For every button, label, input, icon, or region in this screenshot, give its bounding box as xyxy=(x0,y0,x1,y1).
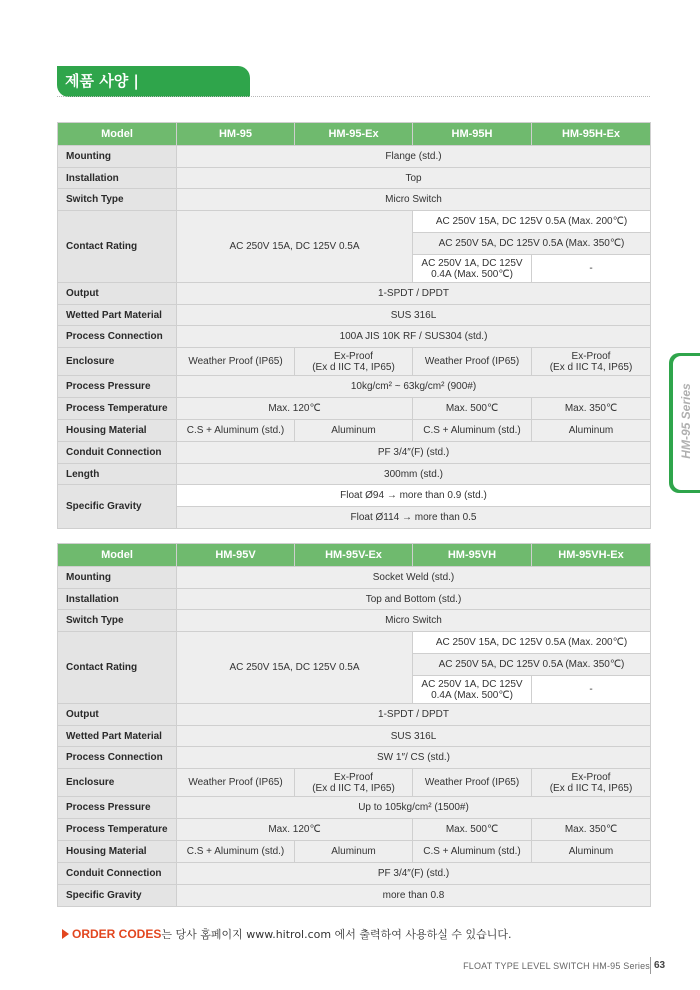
row-label-conduit: Conduit Connection xyxy=(58,442,177,464)
cell-enclosure-4 xyxy=(532,769,651,797)
enclosure-4-line-1: Ex-Proof xyxy=(571,771,611,783)
header-divider xyxy=(57,96,650,97)
header-col-4: HM-95VH-Ex xyxy=(532,544,651,567)
cell-length: 300mm (std.) xyxy=(177,464,651,485)
cell-process-pressure: 10kg/cm² ~ 63kg/cm² (900#) xyxy=(177,376,651,398)
contact-rating-500-line-1: AC 250V 1A, DC 125V xyxy=(421,257,523,269)
row-label-installation: Installation xyxy=(58,589,177,610)
row-label-wetted: Wetted Part Material xyxy=(58,305,177,326)
row-label-process-pressure: Process Pressure xyxy=(58,376,177,398)
cell-temperature-120: Max. 120℃ xyxy=(177,819,413,841)
cell-temperature-120: Max. 120℃ xyxy=(177,398,413,420)
cell-housing-4: Aluminum xyxy=(532,420,651,442)
cell-contact-rating-200: AC 250V 15A, DC 125V 0.5A (Max. 200℃) xyxy=(413,632,651,654)
enclosure-2-line-1: Ex-Proof xyxy=(334,771,373,783)
row-label-output: Output xyxy=(58,283,177,305)
row-label-switch-type: Switch Type xyxy=(58,610,177,632)
row-label-specific-gravity: Specific Gravity xyxy=(58,485,177,529)
header-col-3: HM-95H xyxy=(413,123,532,146)
cell-installation: Top and Bottom (std.) xyxy=(177,589,651,610)
cell-conduit: PF 3/4″(F) (std.) xyxy=(177,863,651,885)
row-label-process-connection: Process Connection xyxy=(58,326,177,348)
cell-enclosure-2 xyxy=(295,769,413,797)
cell-output: 1-SPDT / DPDT xyxy=(177,283,651,305)
cell-temperature-350: Max. 350℃ xyxy=(532,398,651,420)
cell-contact-rating-500 xyxy=(413,676,532,704)
cell-housing-1: C.S + Aluminum (std.) xyxy=(177,420,295,442)
cell-enclosure-1: Weather Proof (IP65) xyxy=(177,769,295,797)
cell-output: 1-SPDT / DPDT xyxy=(177,704,651,726)
row-label-mounting: Mounting xyxy=(58,146,177,168)
cell-process-connection: SW 1″/ CS (std.) xyxy=(177,747,651,769)
page-number: 63 xyxy=(654,960,666,971)
cell-contact-rating-main: AC 250V 15A, DC 125V 0.5A xyxy=(177,211,413,283)
cell-enclosure-2 xyxy=(295,348,413,376)
enclosure-4-line-2: (Ex d IIC T4, IP65) xyxy=(549,782,633,794)
cell-process-connection: 100A JIS 10K RF / SUS304 (std.) xyxy=(177,326,651,348)
cell-specific-gravity-94: Float Ø94 → more than 0.9 (std.) xyxy=(177,485,651,507)
row-label-installation: Installation xyxy=(58,168,177,189)
cell-specific-gravity: more than 0.8 xyxy=(177,885,651,907)
header-col-4: HM-95H-Ex xyxy=(532,123,651,146)
cell-switch-type: Micro Switch xyxy=(177,189,651,211)
row-label-contact-rating: Contact Rating xyxy=(58,211,177,283)
order-codes-label: ORDER CODES xyxy=(72,927,162,941)
cell-housing-2: Aluminum xyxy=(295,420,413,442)
cell-conduit: PF 3/4″(F) (std.) xyxy=(177,442,651,464)
cell-wetted: SUS 316L xyxy=(177,726,651,747)
header-model: Model xyxy=(58,123,177,146)
cell-temperature-350: Max. 350℃ xyxy=(532,819,651,841)
row-label-enclosure: Enclosure xyxy=(58,769,177,797)
row-label-switch-type: Switch Type xyxy=(58,189,177,211)
cell-contact-rating-main: AC 250V 15A, DC 125V 0.5A xyxy=(177,632,413,704)
cell-wetted: SUS 316L xyxy=(177,305,651,326)
cell-enclosure-1: Weather Proof (IP65) xyxy=(177,348,295,376)
row-label-conduit: Conduit Connection xyxy=(58,863,177,885)
header-col-1: HM-95V xyxy=(177,544,295,567)
contact-rating-500-line-1: AC 250V 1A, DC 125V xyxy=(421,678,523,690)
section-title: 제품 사양 | Specification xyxy=(57,66,250,97)
cell-switch-type: Micro Switch xyxy=(177,610,651,632)
cell-housing-3: C.S + Aluminum (std.) xyxy=(413,841,532,863)
enclosure-2-line-2: (Ex d IIC T4, IP65) xyxy=(312,782,395,794)
cell-housing-3: C.S + Aluminum (std.) xyxy=(413,420,532,442)
cell-process-pressure: Up to 105kg/cm² (1500#) xyxy=(177,797,651,819)
cell-installation: Top xyxy=(177,168,651,189)
row-label-mounting: Mounting xyxy=(58,567,177,589)
row-label-length: Length xyxy=(58,464,177,485)
row-label-contact-rating: Contact Rating xyxy=(58,632,177,704)
triangle-arrow-icon xyxy=(62,929,69,939)
order-codes-text: 는 당사 홈페이지 www.hitrol.com 에서 출력하여 사용하실 수 있습니다. xyxy=(161,928,512,941)
spec-table-hm95 xyxy=(57,122,651,529)
row-label-wetted: Wetted Part Material xyxy=(58,726,177,747)
cell-enclosure-4 xyxy=(532,348,651,376)
row-label-specific-gravity: Specific Gravity xyxy=(58,885,177,907)
contact-rating-500-line-2: 0.4A (Max. 500℃) xyxy=(431,689,513,701)
cell-temperature-500: Max. 500℃ xyxy=(413,819,532,841)
enclosure-4-line-1: Ex-Proof xyxy=(571,350,611,362)
row-label-process-connection: Process Connection xyxy=(58,747,177,769)
row-label-output: Output xyxy=(58,704,177,726)
row-label-housing: Housing Material xyxy=(58,420,177,442)
cell-contact-rating-dash: - xyxy=(532,676,651,704)
cell-contact-rating-500 xyxy=(413,255,532,283)
row-label-housing: Housing Material xyxy=(58,841,177,863)
footer-product-line: FLOAT TYPE LEVEL SWITCH HM-95 Series xyxy=(463,961,650,971)
cell-housing-4: Aluminum xyxy=(532,841,651,863)
row-label-enclosure: Enclosure xyxy=(58,348,177,376)
contact-rating-500-line-2: 0.4A (Max. 500℃) xyxy=(431,268,513,280)
row-label-process-temperature: Process Temperature xyxy=(58,819,177,841)
footer-divider xyxy=(650,957,651,974)
cell-contact-rating-350: AC 250V 5A, DC 125V 0.5A (Max. 350℃) xyxy=(413,654,651,676)
order-codes-note xyxy=(62,926,511,942)
enclosure-2-line-1: Ex-Proof xyxy=(334,350,373,362)
series-side-tab-label: HM-95 Series xyxy=(679,383,693,459)
header-col-2: HM-95-Ex xyxy=(295,123,413,146)
row-label-process-temperature: Process Temperature xyxy=(58,398,177,420)
cell-mounting: Socket Weld (std.) xyxy=(177,567,651,589)
header-col-2: HM-95V-Ex xyxy=(295,544,413,567)
cell-contact-rating-350: AC 250V 5A, DC 125V 0.5A (Max. 350℃) xyxy=(413,233,651,255)
cell-housing-2: Aluminum xyxy=(295,841,413,863)
cell-contact-rating-dash: - xyxy=(532,255,651,283)
enclosure-2-line-2: (Ex d IIC T4, IP65) xyxy=(312,361,395,373)
cell-contact-rating-200: AC 250V 15A, DC 125V 0.5A (Max. 200℃) xyxy=(413,211,651,233)
header-model: Model xyxy=(58,544,177,567)
cell-enclosure-3: Weather Proof (IP65) xyxy=(413,348,532,376)
enclosure-4-line-2: (Ex d IIC T4, IP65) xyxy=(549,361,633,373)
cell-mounting: Flange (std.) xyxy=(177,146,651,168)
cell-specific-gravity-114: Float Ø114 → more than 0.5 xyxy=(177,507,651,529)
cell-enclosure-3: Weather Proof (IP65) xyxy=(413,769,532,797)
row-label-process-pressure: Process Pressure xyxy=(58,797,177,819)
header-col-1: HM-95 xyxy=(177,123,295,146)
cell-housing-1: C.S + Aluminum (std.) xyxy=(177,841,295,863)
cell-temperature-500: Max. 500℃ xyxy=(413,398,532,420)
header-col-3: HM-95VH xyxy=(413,544,532,567)
spec-table-hm95v xyxy=(57,543,651,907)
